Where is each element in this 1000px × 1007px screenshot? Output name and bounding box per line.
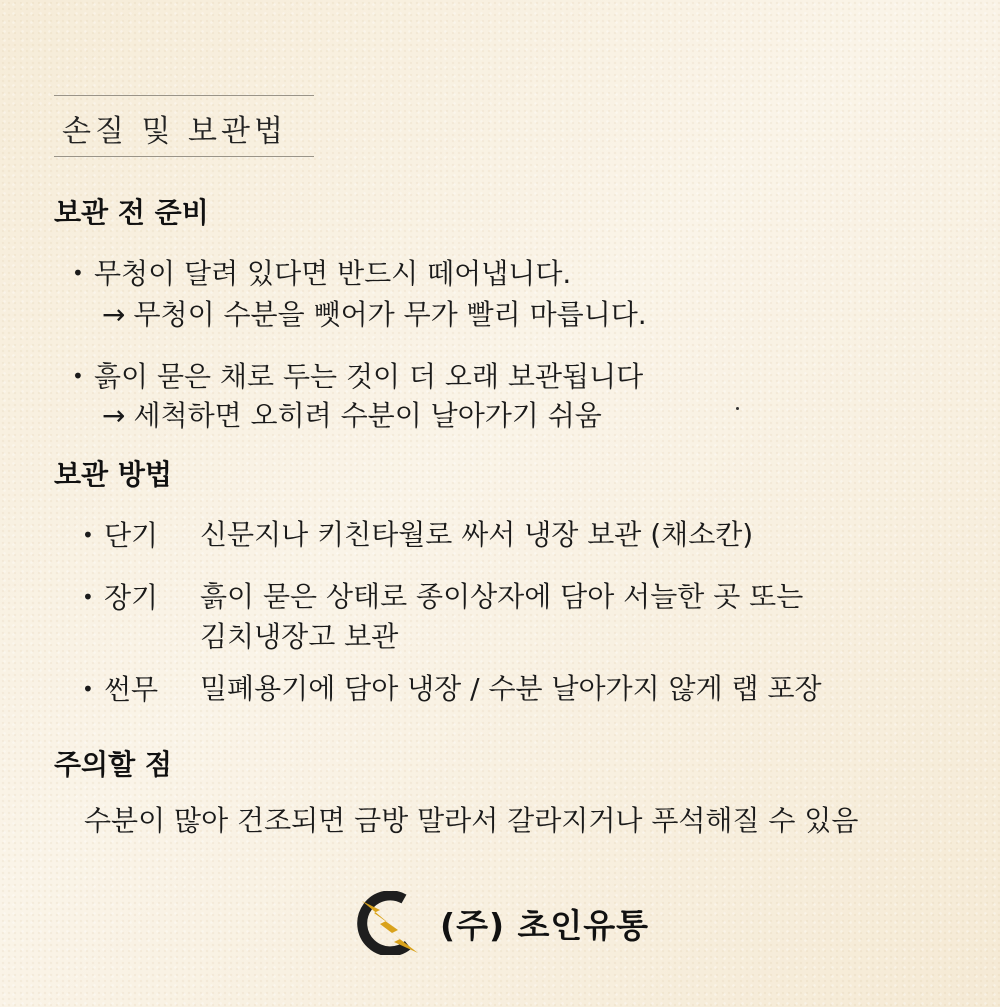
prep-bullet-1-text: 무청이 달려 있다면 반드시 떼어냅니다. <box>94 257 572 290</box>
prep-bullet-1-sub <box>102 296 647 334</box>
method-term-label: 단기 <box>104 519 159 552</box>
method-term <box>82 670 158 709</box>
method-term-label: 썬무 <box>104 673 159 706</box>
heading-prep: 보관 전 준비 <box>54 196 209 229</box>
prep-bullet-2-text: 흙이 묻은 채로 두는 것이 더 오래 보관됩니다 <box>94 360 644 393</box>
method-desc-continued: 김치냉장고 보관 <box>200 620 399 653</box>
prep-bullet-1-sub-text: 무청이 수분을 뺏어가 무가 빨리 마릅니다. <box>133 298 647 331</box>
bullet-dot: • <box>82 677 94 701</box>
prep-bullet-2-sub-text: 세척하면 오히려 수분이 날아가기 쉬움 <box>133 399 602 432</box>
title-box <box>54 95 314 157</box>
bullet-dot: • <box>72 364 84 388</box>
prep-bullet-2 <box>72 357 643 396</box>
method-item-sliced <box>82 670 962 708</box>
method-desc: 흙이 묻은 상태로 종이상자에 담아 서늘한 곳 또는 <box>200 580 804 613</box>
heading-method: 보관 방법 <box>54 458 172 491</box>
method-desc: 밀폐용기에 담아 냉장 / 수분 날아가지 않게 랩 포장 <box>200 672 822 705</box>
page-title: 손질 및 보관법 <box>62 114 287 149</box>
method-term <box>82 516 158 555</box>
method-desc: 신문지나 키친타월로 싸서 냉장 보관 (채소칸) <box>200 518 754 551</box>
company-name: (주) 초인유통 <box>440 906 650 945</box>
caution-text: 수분이 많아 건조되면 금방 말라서 갈라지거나 푸석해질 수 있음 <box>84 804 859 837</box>
lightning-c-logo-icon <box>356 891 426 955</box>
method-item-long <box>82 578 962 616</box>
method-term <box>82 578 158 617</box>
heading-caution: 주의할 점 <box>54 748 172 781</box>
prep-bullet-1 <box>72 254 571 293</box>
method-term-label: 장기 <box>104 581 159 614</box>
prep-bullet-2-sub <box>102 397 602 435</box>
arrow-icon: → <box>102 298 126 331</box>
bullet-dot: • <box>72 261 84 285</box>
bullet-dot: • <box>82 585 94 609</box>
stray-dot <box>736 407 739 410</box>
arrow-icon: → <box>102 399 126 432</box>
bullet-dot: • <box>82 523 94 547</box>
method-item-short <box>82 516 962 554</box>
